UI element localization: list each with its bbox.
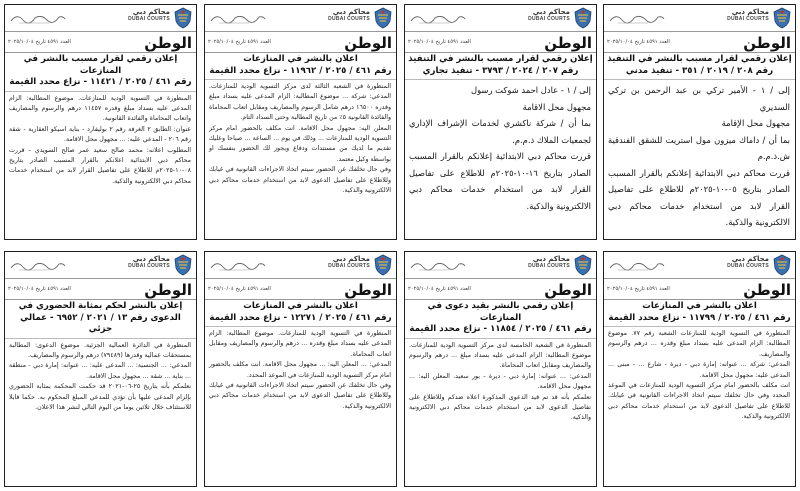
dubai-courts-emblem-icon — [772, 7, 792, 29]
notice-title-line-1: اعلان بالنشر في المنازعات — [243, 54, 358, 64]
card-header — [604, 5, 795, 31]
card-header — [205, 5, 396, 31]
notice-paragraph: المنظورة في الشعبة الثالثة لدى مركز التسوية الودية للمنازعات. المدعي: شركة ... موضوع المطالبة: الزام المدعى عليه بسداد مبلغ وقدره ١٦٥٠٠ درهم شامل الرسوم والمصاريف ومقابل اتعاب المحاماة والفائدة القانونية ٥٪ من تاريخ المطالبة وحتى السداد التام. — [209, 83, 391, 122]
court-notice-card-5 — [603, 251, 796, 487]
signature-stamp-icon — [608, 11, 666, 25]
notice-paragraph: وفي حال تخلفك عن الحضور سيتم اتخاذ الاجراءات القانونية في غيابك وللاطلاع على تفاصيل الدعوى لابد من استخدام خدمات محاكم دبي الالكترونية والذكية. — [209, 166, 391, 195]
issue-number-date: العدد ٤٥٩١ تاريخ ٢٠٢٥/١٠/٠٤ — [8, 39, 71, 45]
notice-paragraph: بما أن / شركة ناكشري لخدمات الإشراف الإداري لجمعيات الملاك ذ.م.م. — [409, 118, 591, 145]
notice-body — [405, 339, 596, 424]
notice-paragraph: المنظورة في الشعبة الخامسة لدى مركز التسوية الودية للمنازعات. موضوع المطالبة: الزام المدعى عليه بسداد مبلغ ... درهم والرسوم والمصاريف ومقابل اتعاب المحاماة. — [409, 341, 591, 370]
issue-number-date: العدد ٤٥٩١ تاريخ ٢٠٢٥/١٠/٠٤ — [408, 286, 471, 292]
notice-body — [405, 80, 596, 214]
court-logo-text — [328, 9, 370, 22]
court-name-english: DUBAI COURTS — [727, 263, 769, 269]
newspaper-bar — [205, 31, 396, 53]
dubai-courts-emblem-icon — [173, 7, 193, 29]
notice-body — [5, 92, 196, 188]
newspaper-name: الوطن — [344, 34, 392, 52]
card-header — [5, 5, 196, 31]
signature-stamp-icon — [608, 258, 666, 272]
notice-paragraph: المدعي: ... عنوانه: إمارة دبي - ديرة - بور سعيد. المعلن اليه: ... مجهول محل الاقامة. — [409, 372, 591, 391]
case-number: رقم ٢٠٨ / ٢٠١٩ / ٣٥١ - تنفيذ مدني — [625, 65, 774, 76]
issue-number-date: العدد ٤٥٩١ تاريخ ٢٠٢٥/١٠/٠٤ — [208, 286, 271, 292]
dubai-courts-emblem-icon — [173, 254, 193, 276]
court-notice-card-7 — [204, 251, 397, 487]
newspaper-name: الوطن — [344, 281, 392, 299]
court-name-english: DUBAI COURTS — [727, 16, 769, 22]
notice-paragraph: المدعي: شركة ... عنوانه: إمارة دبي - ديرة - شارع ... - مبنى ... المدعى عليه: مجهول محل الاقامة. — [608, 361, 790, 379]
court-notice-card-3 — [204, 4, 397, 240]
court-name-english: DUBAI COURTS — [528, 16, 570, 22]
card-header — [205, 252, 396, 278]
notice-body — [604, 327, 795, 423]
case-number: رقم ٤٦١ / ٢٠٢٥ / ١١٨٥٤ - نزاع محدد القيمة — [409, 324, 592, 334]
notice-paragraph: إلى / ١ - الأمير تركي بن عبد الرحمن بن تركي السديري — [608, 85, 790, 112]
notice-paragraph: المنظورة في الدائرة العمالية الجزئية. موضوع الدعوى: المطالبة بمستحقات عمالية وقدرها (٧٩٤٨٩) درهم والرسوم والمصاريف. — [9, 341, 191, 359]
court-name-arabic: محاكم دبي — [731, 255, 769, 263]
court-logo-text — [727, 256, 769, 269]
signature-stamp-icon — [9, 11, 67, 25]
court-name-english: DUBAI COURTS — [328, 16, 370, 22]
card-header — [405, 5, 596, 31]
dubai-courts-emblem-icon — [573, 7, 593, 29]
notice-title-line-1: إعلان رقمي بالنشر بقيد دعوى في المنازعات — [427, 301, 574, 323]
case-number: رقم ٤٦١ / ٢٠٢٥ / ١١٧٩٩ - نزاع محدد القيمة — [608, 312, 791, 323]
court-name-english: DUBAI COURTS — [128, 263, 170, 269]
court-notice-card-6 — [404, 251, 597, 487]
notice-body — [205, 80, 396, 196]
notice-title — [604, 53, 795, 80]
court-notice-card-1 — [603, 4, 796, 240]
newspaper-bar — [405, 31, 596, 53]
court-notice-card-2 — [404, 4, 597, 240]
notice-paragraph: نعلمكم بأنه قد تم قيد الدعوى المذكورة اعلاه ضدكم وللاطلاع على تفاصيل الدعوى لابد من استخدام خدمات محاكم دبي الالكترونية والذكية. — [409, 393, 591, 422]
signature-stamp-icon — [409, 258, 467, 272]
signature-stamp-icon — [209, 258, 267, 272]
notice-title-line-1: اعلان بالنشر في المنازعات — [243, 301, 358, 311]
court-name-arabic: محاكم دبي — [132, 8, 170, 16]
court-name-arabic: محاكم دبي — [132, 255, 170, 263]
newspaper-bar — [604, 278, 795, 300]
newspaper-name: الوطن — [743, 281, 791, 299]
newspaper-name: الوطن — [544, 34, 592, 52]
court-logo-text — [528, 256, 570, 269]
notice-title — [205, 53, 396, 80]
newspaper-name: الوطن — [743, 34, 791, 52]
signature-stamp-icon — [9, 258, 67, 272]
notice-paragraph: بما أن / داماك ميزون مول استريت للشقق الفندقية ش.ذ.م.م — [608, 134, 790, 161]
notice-title — [405, 300, 596, 339]
court-name-english: DUBAI COURTS — [528, 263, 570, 269]
notice-paragraph: قررت محاكم دبي الابتدائية إعلانكم بالقرار المسبب الصادر بتاريخ ٠٥-١٠-٢٠٢٥م للاطلاع على تفاصيل القرار لابد من استخدام خدمات محاكم دبي الالكترونية والذكية. — [608, 167, 791, 227]
dubai-courts-emblem-icon — [772, 254, 792, 276]
notice-paragraph: مجهول محل الإقامة — [721, 118, 790, 128]
card-header — [405, 252, 596, 278]
notice-paragraph: المعلن اليه: مجهول محل الاقامة. انت مكلف بالحضور امام مركز التسوية الودية للمنازعات ... وذلك في يوم ... الساعة ... صباحا وعليك تقديم ما لديك من مستندات ودفاع ويجوز لك الحضور بنفسك او بواسطة وكيل معتمد. — [209, 124, 391, 163]
notice-body — [604, 80, 795, 231]
newspaper-name: الوطن — [544, 281, 592, 299]
court-name-english: DUBAI COURTS — [128, 16, 170, 22]
card-header — [5, 252, 196, 278]
case-number: الدعوى رقم ١٣ / ٢٠٢١ / ٦٩٥٢ - عمالي جزئي — [20, 312, 181, 334]
court-notice-card-8 — [4, 251, 197, 487]
notice-paragraph: انت مكلف بالحضور امام مركز التسوية الودية للمنازعات في الموعد المحدد وفي حال تخلفك سيتم اتخاذ الاجراءات القانونية في غيابك. للاطلاع على تفاصيل الدعوى لابد من استخدام خدمات محاكم دبي الالكترونية والذكية. — [608, 382, 790, 421]
issue-number-date: العدد ٤٥٩١ تاريخ ٢٠٢٥/١٠/٠٤ — [408, 39, 471, 45]
notice-title — [405, 53, 596, 80]
notice-title-line-1: اعلان بالنشر في المنازعات — [642, 301, 757, 311]
notice-paragraph: إلى / ١ - عادل احمد شوكت رسول — [471, 85, 591, 95]
newspaper-bar — [604, 31, 795, 53]
newspaper-bar — [405, 278, 596, 300]
court-name-arabic: محاكم دبي — [532, 255, 570, 263]
newspaper-bar — [205, 278, 396, 300]
notice-title — [5, 300, 196, 339]
signature-stamp-icon — [209, 11, 267, 25]
court-name-arabic: محاكم دبي — [532, 8, 570, 16]
court-logo-text — [328, 256, 370, 269]
notice-paragraph: المنظورة في التسوية الودية للمنازعات الشعبة رقم ٧٧. موضوع المطالبة: الزام المدعى عليه بسداد مبلغ وقدره ... درهم والرسوم والمصاريف. — [608, 330, 790, 358]
issue-number-date: العدد ٤٥٩١ تاريخ ٢٠٢٥/١٠/٠٤ — [8, 286, 71, 292]
card-header — [604, 252, 795, 278]
issue-number-date: العدد ٤٥٩١ تاريخ ٢٠٢٥/١٠/٠٤ — [208, 39, 271, 45]
case-number: رقم ٤٦١ / ٢٠٢٥ / ١١٩٦٢ - نزاع محدد القيمة — [209, 65, 392, 76]
notice-body — [5, 339, 196, 414]
dubai-courts-emblem-icon — [573, 254, 593, 276]
newspaper-bar — [5, 278, 196, 300]
notice-paragraph: المنظورة في التسوية الودية للمنازعات. موضوع المطالبة: الزام المدعى عليه بسداد مبلغ وقدره ... درهم والرسوم والمصاريف ومقابل اتعاب المحاماة. — [209, 330, 391, 358]
court-logo-text — [528, 9, 570, 22]
newspaper-name: الوطن — [144, 34, 192, 52]
notice-paragraph: المدعي: ... المعلن اليه: ... مجهول محل الاقامة. انت مكلف بالحضور امام مركز التسوية الودية للمنازعات في الموعد المحدد. — [209, 361, 391, 379]
issue-number-date: العدد ٤٥٩١ تاريخ ٢٠٢٥/١٠/٠٤ — [607, 286, 670, 292]
dubai-courts-emblem-icon — [373, 254, 393, 276]
notice-body — [205, 327, 396, 412]
issue-number-date: العدد ٤٥٩١ تاريخ ٢٠٢٥/١٠/٠٤ — [607, 39, 670, 45]
court-logo-text — [727, 9, 769, 22]
notice-paragraph: وفي حال تخلفك عن الحضور سيتم اتخاذ الاجراءات القانونية في غيابك وللاطلاع على تفاصيل الدعوى لابد من استخدام خدمات محاكم دبي الالكترونية والذكية. — [209, 382, 391, 410]
court-name-arabic: محاكم دبي — [731, 8, 769, 16]
court-name-arabic: محاكم دبي — [332, 8, 370, 16]
notice-paragraph: قررت محاكم دبي الابتدائية إعلانكم بالقرار المسبب الصادر بتاريخ ١٦-١٠-٢٠٢٥م للاطلاع على تفاصيل القرار لابد من استخدام خدمات محاكم دبي الالكترونية والذكية. — [409, 151, 592, 211]
notice-title — [604, 300, 795, 327]
notice-paragraph: مجهول محل الاقامة — [522, 101, 591, 112]
case-number: رقم ٤٦١ / ٢٠٢٥ / ١١٤٢١ - نزاع محدد القيمة — [9, 77, 192, 87]
dubai-courts-emblem-icon — [373, 7, 393, 29]
newspaper-name: الوطن — [144, 281, 192, 299]
notice-title-line-1: إعلان رقمي لقرار مسبب بالنشر في التنفيذ — [607, 54, 792, 64]
newspaper-bar — [5, 31, 196, 53]
notice-paragraph: المدعي: ... الجنسية: ... المدعى عليه: ... عنوانه: إمارة دبي - منطقة ... بناية ... شقة ... مجهول محل الاقامة. — [9, 362, 191, 380]
notice-paragraph: عنوان: الطابق ٢ الغرفة رقم ٢ بوليفارد - بناية اسيكو العقارية - شقة رقم ٢٠٦ - المدعي عليه: ... مجهول محل الاقامة. — [9, 125, 191, 144]
notice-paragraph: المطلوب اعلانه: محمد صالح سعيد عمر صالح السويدي - قررت محاكم دبي الابتدائية اعلانكم بالقرار المسبب الصادر بتاريخ ٠٨-١٠-٢٠٢٥م للاطلاع على تفاصيل القرار لابد من استخدام خدمات محاكم دبي الالكترونية والذكية. — [9, 146, 191, 185]
notice-paragraph: المنظورة في التسوية الودية للمنازعات. موضوع المطالبة: الزام المدعى عليه بسداد مبلغ وقدره ١١٤٥٧ درهم والرسوم والمصاريف واتعاب المحاماة والفائدة القانونية. — [9, 94, 191, 123]
notice-title-line-1: إعلان رقمي لقرار مسبب بالنشر في المنازعات — [23, 54, 178, 76]
notice-title-line-1: إعلان بالنشر لحكم بمثابة الحضوري في — [18, 301, 183, 311]
notice-title-line-1: إعلان رقمي لقرار مسبب بالنشر في التنفيذ — [408, 54, 593, 64]
court-notice-card-4 — [4, 4, 197, 240]
case-number: رقم ٤٦١ / ٢٠٢٥ / ١٢٢٧١ - نزاع محدد القيمة — [209, 312, 392, 323]
case-number: رقم ٢٠٧ / ٢٠٢٤ / ٣٧٩٣ - تنفيذ تجاري — [422, 65, 579, 76]
signature-stamp-icon — [409, 11, 467, 25]
notice-title — [205, 300, 396, 327]
court-name-arabic: محاكم دبي — [332, 255, 370, 263]
court-logo-text — [128, 256, 170, 269]
court-name-english: DUBAI COURTS — [328, 263, 370, 269]
notice-title — [5, 53, 196, 92]
court-logo-text — [128, 9, 170, 22]
notice-paragraph: نعلمكم بأنه بتاريخ ٢٥-٠٦-٢٠٢١ قد حكمت المحكمة بمثابة الحضوري بإلزام المدعى عليها بأن تؤدي للمدعي المبلغ المحكوم به. حكما قابلا للاستئناف خلال ثلاثين يوما من اليوم التالي لنشر هذا الاعلان. — [9, 383, 192, 411]
